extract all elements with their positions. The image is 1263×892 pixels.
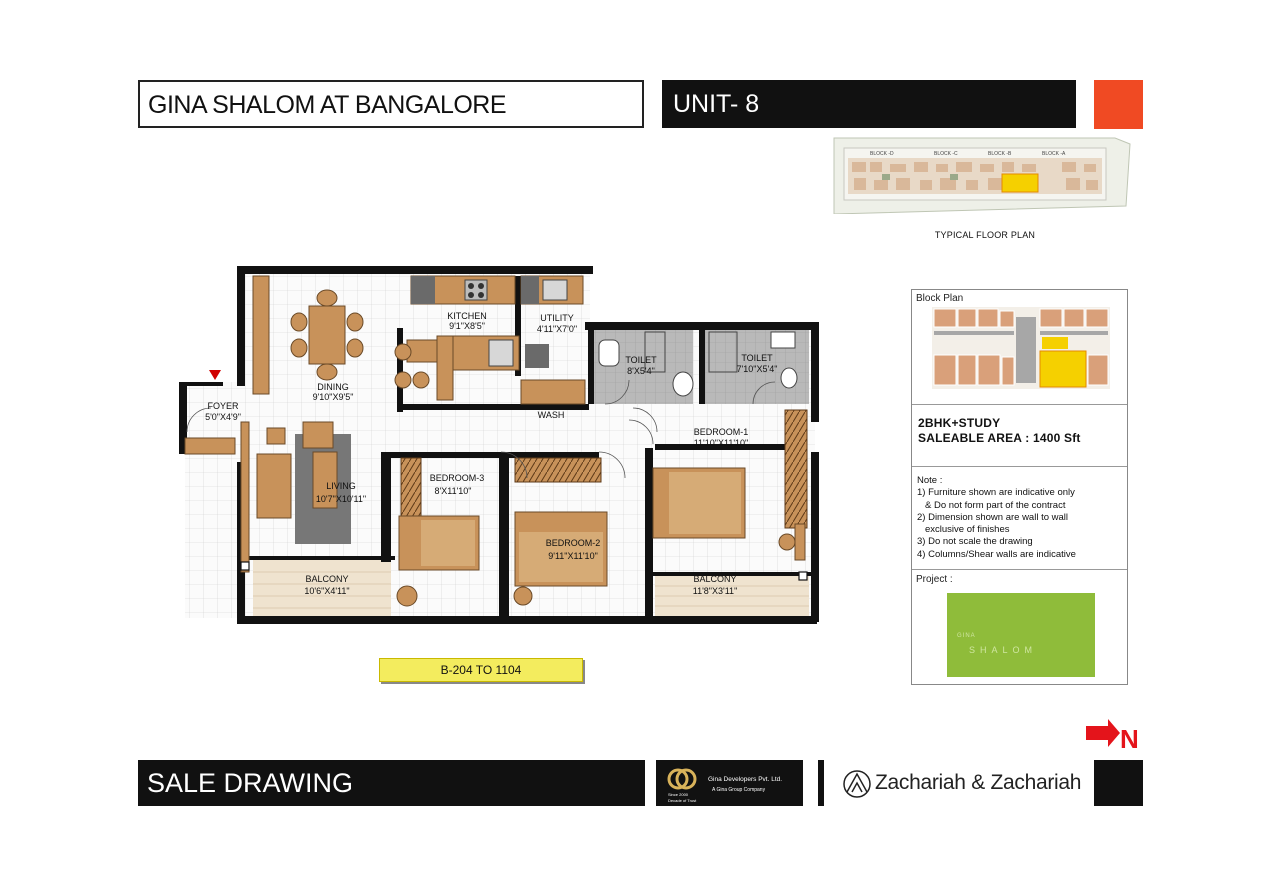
unit-range-tag: B-204 TO 1104	[379, 658, 583, 682]
architect-logo	[842, 764, 1082, 804]
north-arrow-icon	[1086, 716, 1146, 750]
note-label: Note :	[917, 475, 943, 486]
room-dim: 9'10"X9'5"	[312, 392, 354, 402]
room-name: TOILET	[625, 355, 657, 365]
typical-floor-key-plan	[830, 134, 1136, 214]
unit-configuration	[918, 416, 1081, 446]
project-title: GINA SHALOM AT BANGALORE	[138, 80, 644, 128]
developer-name: Gina Developers Pvt. Ltd.	[708, 776, 783, 783]
room-dim: 5'0"X4'9"	[205, 412, 241, 422]
room-dim: 8'X11'10"	[434, 486, 472, 496]
note-item: exclusive of finishes	[925, 524, 1010, 536]
key-block-label: BLOCK -C	[934, 151, 958, 157]
room-dim: 11'8"X3'11"	[692, 586, 738, 596]
architect-name: Zachariah & Zachariah	[875, 771, 1082, 794]
note-item: 1) Furniture shown are indicative only	[917, 487, 1075, 499]
note-item: 3) Do not scale the drawing	[917, 536, 1033, 548]
room-name: BALCONY	[305, 574, 349, 584]
project-logo	[947, 593, 1095, 677]
project-label: Project :	[916, 574, 953, 585]
room-name: BEDROOM-1	[693, 427, 749, 437]
accent-swatch	[1094, 80, 1143, 129]
developer-logo	[656, 760, 803, 806]
room-dim: 4'11"X7'0"	[536, 324, 578, 334]
room-name: UTILITY	[540, 313, 574, 323]
project-logo-text: SHALOM	[969, 645, 1038, 655]
project-logo-small: GINA	[957, 633, 976, 639]
note-item: & Do not form part of the contract	[925, 499, 1066, 511]
architect-emblem-icon	[842, 766, 872, 802]
room-name: TOILET	[741, 353, 773, 363]
info-panel	[911, 289, 1128, 685]
room-name: BALCONY	[693, 574, 737, 584]
footer-end-block	[1094, 760, 1143, 806]
room-dim: 9'1"X8'5"	[449, 321, 485, 331]
room-dim: 9'11"X11'10"	[548, 551, 598, 561]
config-type: 2BHK+STUDY	[918, 416, 1001, 430]
note-item: 4) Columns/Shear walls are indicative	[917, 548, 1076, 560]
key-block-label: BLOCK -D	[870, 151, 894, 157]
room-name: BEDROOM-2	[545, 538, 601, 548]
room-name: BEDROOM-3	[429, 473, 485, 483]
north-label: N	[1120, 724, 1139, 750]
room-dim: 10'6"X4'11"	[304, 586, 350, 596]
developer-logo-line1: Since 2000	[668, 792, 689, 797]
room-name: KITCHEN	[447, 311, 487, 321]
room-name: FOYER	[207, 401, 239, 411]
saleable-area: SALEABLE AREA : 1400 Sft	[918, 431, 1081, 445]
unit-floor-plan	[175, 262, 825, 626]
room-name: DINING	[317, 382, 349, 392]
room-name: LIVING	[326, 481, 356, 491]
room-dim: 8'X5'4"	[627, 366, 655, 376]
sale-drawing-label: SALE DRAWING	[138, 760, 645, 806]
block-plan-label: Block Plan	[916, 293, 964, 304]
notes-list	[917, 475, 1122, 561]
block-plan-image	[932, 307, 1110, 389]
developer-logo-line2: Decade of Trust	[668, 798, 697, 803]
room-dim: 11'10"X11'10"	[693, 438, 749, 448]
unit-title: UNIT- 8	[662, 80, 1076, 128]
room-name: WASH	[537, 410, 565, 420]
room-dim: 10'7"X10'11"	[315, 494, 367, 504]
key-plan-caption: TYPICAL FLOOR PLAN	[934, 230, 1036, 240]
footer-separator	[818, 760, 824, 806]
note-item: 2) Dimension shown are wall to wall	[917, 511, 1069, 523]
room-dim: 7'10"X5'4"	[736, 364, 778, 374]
key-block-label: BLOCK -A	[1042, 151, 1066, 157]
key-block-label: BLOCK -B	[988, 151, 1012, 157]
developer-tagline: A Gina Group Company	[712, 787, 766, 793]
